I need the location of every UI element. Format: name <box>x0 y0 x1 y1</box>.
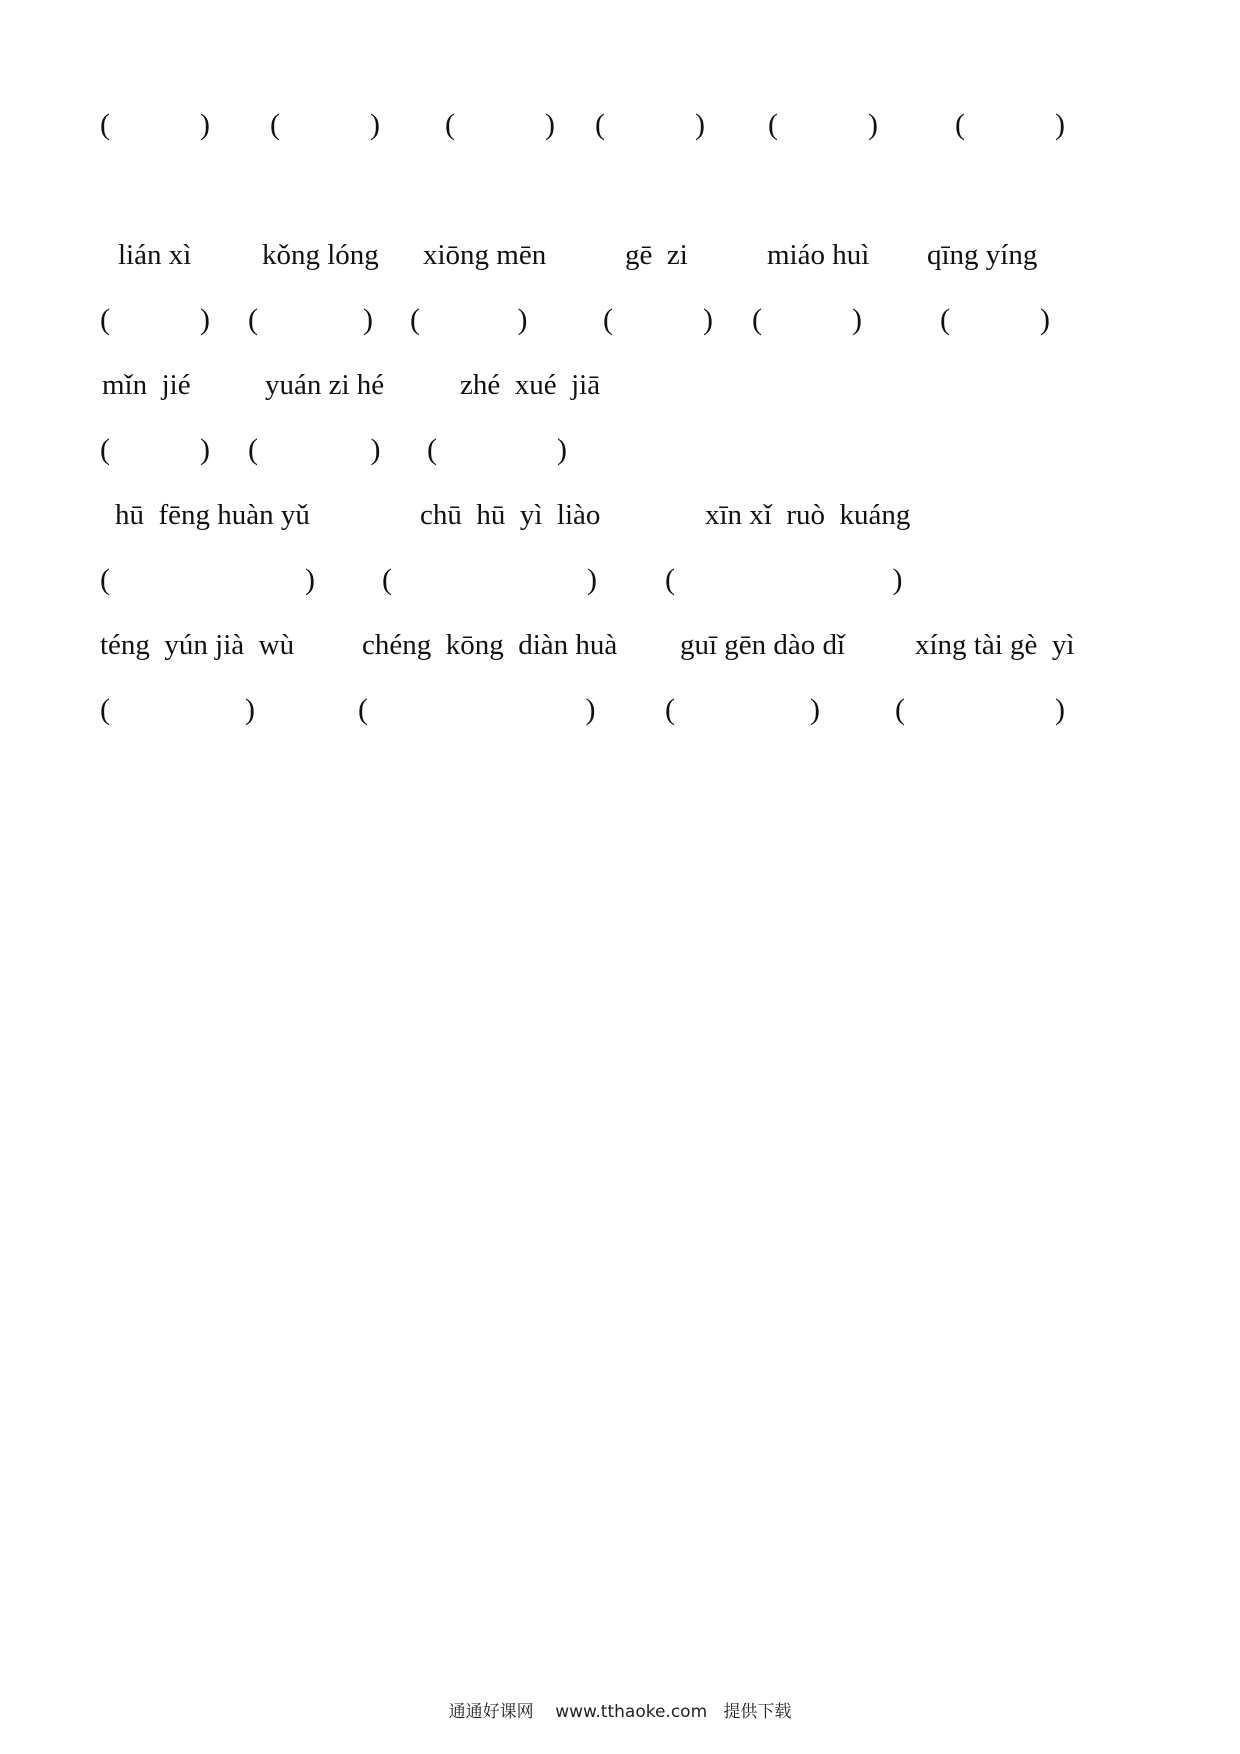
pinyin-word: hū fēng huàn yǔ <box>115 499 310 531</box>
page-footer <box>0 1700 1240 1724</box>
answer-blank[interactable]: ( ) <box>410 303 528 336</box>
answer-blank[interactable]: ( ) <box>895 693 1065 726</box>
pinyin-row-1 <box>0 235 1240 285</box>
answer-blank[interactable]: ( ) <box>358 693 596 726</box>
answer-blank[interactable]: ( ) <box>768 108 878 141</box>
footer-site-name: 通通好课网 <box>448 1702 534 1722</box>
answer-blank[interactable]: ( ) <box>248 303 373 336</box>
pinyin-word: chū hū yì liào <box>420 499 601 531</box>
answer-blank[interactable]: ( ) <box>752 303 862 336</box>
pinyin-word: chéng kōng diàn huà <box>362 629 618 661</box>
answer-blank[interactable]: ( ) <box>100 303 210 336</box>
pinyin-word: xīn xǐ ruò kuáng <box>705 499 911 531</box>
answer-row-3 <box>0 430 1240 480</box>
answer-blank[interactable]: ( ) <box>100 433 210 466</box>
pinyin-word: xiōng mēn <box>423 239 547 271</box>
pinyin-word: lián xì <box>118 239 192 271</box>
answer-blank[interactable]: ( ) <box>382 563 597 596</box>
answer-blank[interactable]: ( ) <box>940 303 1050 336</box>
answer-blank[interactable]: ( ) <box>595 108 705 141</box>
answer-blank[interactable]: ( ) <box>665 693 820 726</box>
footer-url-link[interactable]: www.tthaoke.com <box>555 1702 708 1722</box>
pinyin-row-3 <box>0 495 1240 545</box>
pinyin-word: zhé xué jiā <box>460 369 601 401</box>
answer-row-4 <box>0 560 1240 610</box>
answer-blank[interactable]: ( ) <box>427 433 567 466</box>
answer-blank[interactable]: ( ) <box>445 108 555 141</box>
pinyin-row-2 <box>0 365 1240 415</box>
pinyin-row-4 <box>0 625 1240 675</box>
answer-blank[interactable]: ( ) <box>270 108 380 141</box>
pinyin-word: xíng tài gè yì <box>915 629 1075 661</box>
answer-blank[interactable]: ( ) <box>100 563 315 596</box>
pinyin-word: yuán zi hé <box>265 369 385 401</box>
pinyin-word: guī gēn dào dǐ <box>680 629 846 661</box>
pinyin-word: qīng yíng <box>927 239 1038 271</box>
pinyin-word: kǒng lóng <box>262 239 379 271</box>
pinyin-word: gē zi <box>625 239 688 271</box>
answer-row-2 <box>0 300 1240 350</box>
answer-blank[interactable]: ( ) <box>100 108 210 141</box>
answer-blank[interactable]: ( ) <box>955 108 1065 141</box>
answer-blank[interactable]: ( ) <box>248 433 381 466</box>
answer-row-1 <box>0 105 1240 155</box>
answer-blank[interactable]: ( ) <box>603 303 713 336</box>
answer-blank[interactable]: ( ) <box>665 563 903 596</box>
pinyin-word: mǐn jié <box>102 369 191 401</box>
answer-row-5 <box>0 690 1240 740</box>
answer-blank[interactable]: ( ) <box>100 693 255 726</box>
pinyin-word: miáo huì <box>767 239 870 271</box>
footer-note: 提供下载 <box>723 1702 792 1722</box>
pinyin-word: téng yún jià wù <box>100 629 295 661</box>
